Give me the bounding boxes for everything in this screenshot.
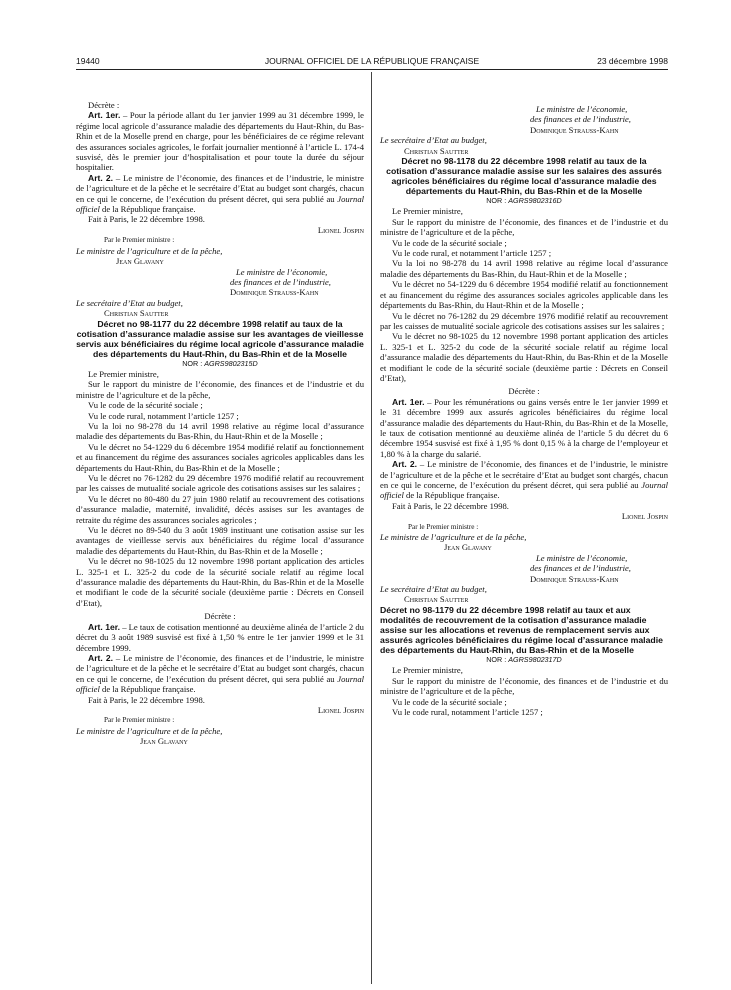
issue-date: 23 décembre 1998 [597, 56, 668, 66]
signature-pm: Lionel Jospin [317, 224, 364, 235]
decrete-label: Décrète : [508, 386, 540, 397]
ministre-economie-2: des finances et de l’industrie, [530, 563, 631, 574]
article-1 [380, 397, 668, 459]
signature-economie: Dominique Strauss-Kahn [530, 573, 619, 584]
article-text-end: de la République française. [406, 490, 500, 501]
premier-ministre: Le Premier ministre, [88, 368, 159, 379]
ministre-economie: Le ministre de l’économie, [536, 104, 628, 114]
visa: Vu la loi no 98-278 du 14 avril 1998 relative au régime local d’assurance maladie des départements du Bas-Rhin, du Haut-Rhin et de la Moselle ; [380, 258, 668, 279]
visa: Vu le décret no 89-540 du 3 août 1989 instituant une cotisation assise sur les avantages de vieillesse servis aux bénéficiaires du régime local d’assurance maladie des départements du Haut-Rhin, du Bas-Rhin et de la Moselle ; [76, 525, 364, 556]
ministre-economie-2: des finances et de l’industrie, [230, 276, 331, 287]
article-text: – Le taux de cotisation mentionné au deuxième alinéa de l’article 2 du décret du 3 août 1989 susvisé est fixé à 1,50 % entre le 1er janvier 1999 et le 31 décembre 1999. [76, 621, 364, 653]
par-le-premier-ministre: Par le Premier ministre : [408, 522, 479, 531]
article-text-end: de la République française. [102, 204, 196, 215]
decree-title: Décret no 98-1178 du 22 décembre 1998 relatif au taux de la cotisation d’assurance maladie assise sur les salaires des assurés agricoles bénéficiaires du régime local d’assurance maladie des départements du Haut-Rhin, du Bas-Rhin et de la Moselle [386, 156, 662, 197]
article-2 [380, 459, 668, 501]
signature-economie: Dominique Strauss-Kahn [530, 124, 619, 135]
ministre-economie-2: des finances et de l’industrie, [530, 114, 631, 125]
visa: Vu la loi no 98-278 du 14 avril 1998 relative au régime local d’assurance maladie des départements du Bas-Rhin, du Haut-Rhin et de la Moselle ; [76, 420, 364, 442]
visa: Vu le code de la sécurité sociale ; [88, 400, 203, 411]
article-label: Art. 2. [392, 459, 418, 470]
article-label: Art. 2. [88, 172, 114, 183]
journal-officiel-ref: Journal officiel [380, 480, 669, 501]
visa: Vu le décret no 54-1229 du 6 décembre 1954 modifié relatif au fonctionnement et au financement du régime des assurances sociales agricoles applicables dans les départements du Haut-Rhin, du Bas-Rhin et de la Moselle ; [76, 441, 364, 473]
nor-code: AGRS9802315D [204, 358, 258, 368]
nor-reference [380, 196, 668, 206]
visa: Vu le décret no 80-480 du 27 juin 1980 relatif au recouvrement des cotisations d’assurance maladie, maternité, invalidité, décès assises sur les avantages de retraite du régime des assurances sociales agricoles ; [76, 493, 364, 525]
fait-a-paris: Fait à Paris, le 22 décembre 1998. [88, 694, 205, 705]
article-text: – Pour les rémunérations ou gains versés entre le 1er janvier 1999 et le 31 décembre 1999 aux assurés agricoles bénéficiaires du régime local d’assurance maladie des départements du Haut-Rhin, du Bas-Rhin et de la Moselle, le taux de cotisation mentionné au deuxième alinéa de l’article 5 du décret du 6 décembre 1954 susvisé est fixé à 1,95 % dont 0,15 % à la charge de l’employeur et 1,80 % à la charge du salarié. [380, 396, 668, 459]
article-text: – Le ministre de l’économie, des finances et de l’industrie, le ministre de l’agriculture et de la pêche et le secrétaire d’Etat au budget sont chargés, chacun en ce qui le concerne, de l’exécution du présent décret, qui sera publié au [380, 459, 668, 490]
ministre-agriculture: Le ministre de l’agriculture et de la pêche, [76, 725, 223, 736]
nor-code: AGRS9802317D [508, 654, 562, 664]
visa: Vu le code de la sécurité sociale ; [392, 696, 507, 707]
article-label: Art. 1er. [88, 110, 121, 121]
secretaire-budget: Le secrétaire d’Etat au budget, [76, 297, 183, 308]
signature-agriculture: Jean Glavany [444, 542, 492, 553]
column-divider [371, 72, 372, 984]
visa: Vu le décret no 54-1229 du 6 décembre 1954 modifié relatif au fonctionnement et au financement du régime des assurances sociales agricoles applicable dans les départements du Bas-Rhin, du Haut-Rhin et de la Moselle ; [380, 279, 668, 311]
visa: Vu le décret no 98-1025 du 12 novembre 1998 portant application des articles L. 325-1 et L. 325-2 du code de la sécurité sociale relatif au régime local d’assurance maladie des départements du Haut-Rhin, du Bas-Rhin et de la Moselle et modifiant le code de la sécurité sociale (deuxième partie : Décrets en Conseil d’Etat), [380, 331, 668, 383]
page-number: 19440 [76, 56, 100, 66]
page-header [76, 56, 668, 70]
signature-budget: Christian Sautter [404, 145, 469, 156]
ministre-agriculture: Le ministre de l’agriculture et de la pêche, [380, 532, 527, 543]
visa: Vu le décret no 76-1282 du 29 décembre 1976 modifié relatif au recouvrement par les caisses de mutualité sociale agricole des cotisations assises sur les salaires ; [76, 473, 364, 494]
visa: Sur le rapport du ministre de l’économie, des finances et de l’industrie et du ministre de l’agriculture et de la pêche, [380, 216, 668, 238]
ministre-agriculture: Le ministre de l’agriculture et de la pêche, [76, 245, 223, 256]
fait-a-paris: Fait à Paris, le 22 décembre 1998. [392, 500, 509, 511]
article-2 [76, 653, 364, 695]
nor-label: NOR : [486, 654, 507, 664]
signature-pm: Lionel Jospin [621, 511, 668, 522]
article-text: – Le ministre de l’économie, des finances et de l’industrie, le ministre de l’agriculture et de la pêche et le secrétaire d’Etat au budget sont chargés, chacun en ce qui le concerne, de l’exécution du présent décret, qui sera publié au [76, 172, 364, 204]
article-label: Art. 1er. [392, 396, 425, 407]
article-text-end: de la République française. [102, 684, 196, 695]
visa: Sur le rapport du ministre de l’économie, des finances et de l’industrie et du ministre de l’agriculture et de la pêche, [380, 675, 668, 697]
ministre-economie: Le ministre de l’économie, [236, 266, 328, 277]
par-le-premier-ministre: Par le Premier ministre : [104, 716, 175, 725]
premier-ministre: Le Premier ministre, [392, 665, 463, 676]
article-1 [76, 622, 364, 653]
article-1 [76, 110, 364, 172]
visa: Vu le décret no 76-1282 du 29 décembre 1976 modifié relatif au recouvrement par les caisses de mutualité sociale agricole des cotisations assises sur les salaires ; [380, 310, 668, 331]
ministre-economie: Le ministre de l’économie, [536, 552, 628, 563]
visa: Vu le code rural, notamment l’article 1257 ; [88, 410, 239, 421]
article-text: – Le ministre de l’économie, des finances et de l’industrie, le ministre de l’agriculture et de la pêche et le secrétaire d’Etat au budget sont chargés, chacun en ce qui le concerne, de l’exécution du présent décret, qui sera publié au [76, 652, 364, 684]
signature-budget: Christian Sautter [404, 594, 469, 605]
secretaire-budget: Le secrétaire d’Etat au budget, [380, 584, 487, 595]
signature-agriculture: Jean Glavany [140, 736, 188, 747]
right-column [380, 104, 668, 717]
decree-title: Décret no 98-1177 du 22 décembre 1998 relatif au taux de la cotisation d’assurance maladie assise sur les avantages de vieillesse servis aux bénéficiaires du régime local agricole d’assurance maladie des départements du Haut-Rhin, du Bas-Rhin et de la Moselle [76, 318, 364, 359]
secretaire-budget: Le secrétaire d’Etat au budget, [380, 135, 487, 146]
premier-ministre: Le Premier ministre, [392, 206, 463, 217]
signature-pm: Lionel Jospin [317, 704, 364, 715]
visa: Vu le code de la sécurité sociale ; [392, 237, 507, 248]
article-2 [76, 173, 364, 215]
nor-reference [76, 359, 364, 369]
journal-officiel-ref: Journal officiel [76, 673, 365, 695]
nor-label: NOR : [182, 358, 203, 368]
visa: Vu le code rural, et notamment l’article 1257 ; [392, 248, 552, 259]
left-column [76, 100, 364, 747]
nor-label: NOR : [486, 196, 507, 206]
article-text: – Pour la période allant du 1er janvier 1999 au 31 décembre 1999, le régime local agricole d’assurance maladie des départements du Haut-Rhin, du Bas-Rhin et de la Moselle prend en charge, pour les bénéficiaires de ce régime relevant des assurances sociales agricoles, le forfait journalier mentionné à l’article L. 174-4 susvisé, dès le premier jour d’hospitalisation et pour toute la durée du séjour hospitalier. [76, 110, 364, 173]
visa: Sur le rapport du ministre de l’économie, des finances et de l’industrie et du ministre de l’agriculture et de la pêche, [76, 379, 364, 400]
fait-a-paris: Fait à Paris, le 22 décembre 1998. [88, 214, 205, 225]
nor-code: AGRS9802316D [508, 196, 562, 206]
signature-agriculture: Jean Glavany [116, 256, 164, 267]
header-rule [76, 69, 668, 70]
journal-title: JOURNAL OFFICIEL DE LA RÉPUBLIQUE FRANÇAISE [264, 56, 480, 66]
signature-economie: Dominique Strauss-Kahn [230, 287, 319, 298]
article-label: Art. 2. [88, 652, 114, 663]
signature-budget: Christian Sautter [104, 308, 169, 319]
journal-officiel-ref: Journal officiel [76, 193, 365, 215]
visa: Vu le décret no 98-1025 du 12 novembre 1998 portant application des articles L. 325-1 et L. 325-2 du code de la sécurité sociale relatif au régime local d’assurance maladie des départements du Haut-Rhin, du Bas-Rhin et de la Moselle et modifiant le code de la sécurité sociale (deuxième partie : Décrets en Conseil d’Etat), [76, 556, 364, 608]
decrete-label: Décrète : [204, 611, 236, 622]
article-label: Art. 1er. [88, 621, 121, 632]
visa: Vu le code rural, notamment l’article 1257 ; [392, 706, 543, 717]
decrete-label: Décrète : [88, 100, 120, 110]
nor-reference [380, 655, 668, 665]
par-le-premier-ministre: Par le Premier ministre : [104, 236, 175, 245]
decree-title: Décret no 98-1179 du 22 décembre 1998 relatif au taux et aux modalités de recouvrement de la cotisation d’assurance maladie assise sur les allocations et revenus de remplacement servis aux assurés agricoles bénéficiaires du régime local d’assurance maladie des départements du Haut-Rhin, du Bas-Rhin et de la Moselle [380, 604, 663, 655]
